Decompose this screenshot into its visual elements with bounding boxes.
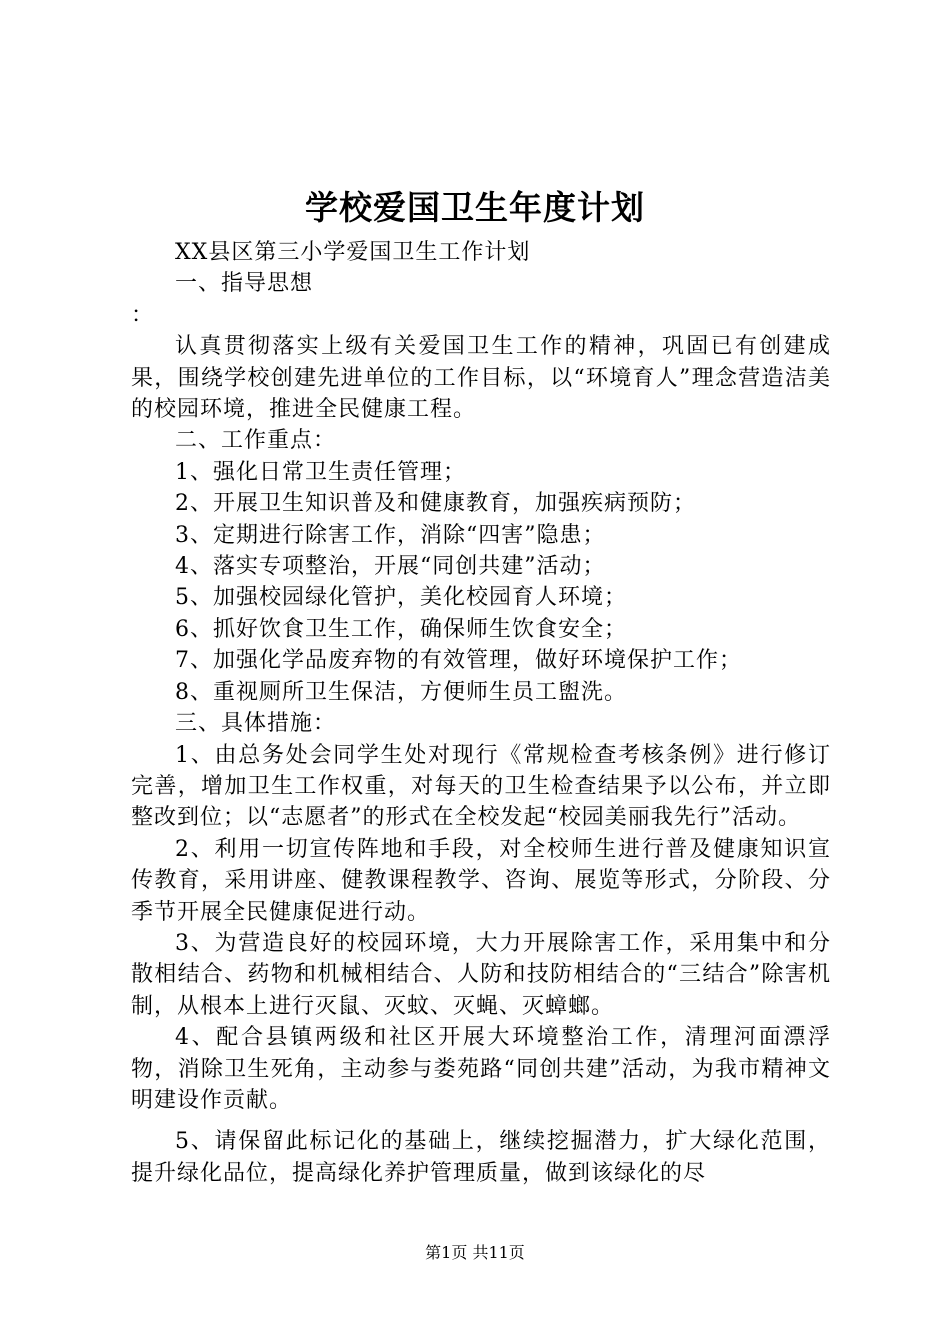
paragraph-measure-1: 1、由总务处会同学生处对现行《常规检查考核条例》进行修订完善，增加卫生工作权重，对每天的卫生检查结果予以公布，并立即整改到位；以“志愿者”的形式在全校发起“校园美丽我先行”活动。: [131, 742, 831, 831]
paragraph-colon: ：: [131, 302, 155, 328]
document-body: [131, 237, 831, 1189]
list-item-focus-2: 2、开展卫生知识普及和健康教育，加强疾病预防；: [175, 491, 696, 517]
list-item-focus-1: 1、强化日常卫生责任管理；: [175, 459, 466, 485]
heading-guiding-ideology: 一、指导思想: [175, 271, 314, 297]
list-item-focus-8: 8、重视厕所卫生保洁，方便师生员工盥洗。: [175, 679, 627, 705]
paragraph-measure-2: 2、利用一切宣传阵地和手段，对全校师生进行普及健康知识宣传教育，采用讲座、健教课程教学、咨询、展览等形式，分阶段、分季节开展全民健康促进行动。: [131, 836, 831, 925]
paragraph-subtitle: XX县区第三小学爱国卫生工作计划: [175, 240, 531, 265]
paragraph-ideology-text: 认真贯彻落实上级有关爱国卫生工作的精神，巩固已有创建成果，围绕学校创建先进单位的工作目标，以“环境育人”理念营造洁美的校园环境，推进全民健康工程。: [131, 334, 831, 423]
document-title: 学校爱国卫生年度计划: [305, 188, 645, 227]
list-item-focus-3: 3、定期进行除害工作，消除“四害”隐患；: [175, 522, 606, 548]
list-item-focus-5: 5、加强校园绿化管护，美化校园育人环境；: [175, 585, 627, 611]
heading-measures: 三、具体措施：: [175, 711, 337, 737]
list-item-focus-6: 6、抓好饮食卫生工作，确保师生饮食安全；: [175, 616, 627, 642]
page-footer: 第1页 共11页: [425, 1243, 525, 1262]
paragraph-measure-3: 3、为营造良好的校园环境，大力开展除害工作，采用集中和分散相结合、药物和机械相结合、人防和技防相结合的“三结合”除害机制，从根本上进行灭鼠、灭蚊、灭蝇、灭蟑螂。: [131, 930, 831, 1019]
paragraph-measure-5: 5、请保留此标记化的基础上，继续挖掘潜力，扩大绿化范围，提升绿化品位，提高绿化养护管理质量，做到该绿化的尽: [131, 1129, 831, 1186]
paragraph-measure-4: 4、配合县镇两级和社区开展大环境整治工作，清理河面漂浮物，消除卫生死角，主动参与娄苑路“同创共建”活动，为我市精神文明建设作贡献。: [131, 1025, 831, 1113]
list-item-focus-4: 4、落实专项整治，开展“同创共建”活动；: [175, 554, 606, 580]
heading-work-focus: 二、工作重点：: [175, 428, 337, 454]
list-item-focus-7: 7、加强化学品废弃物的有效管理，做好环境保护工作；: [175, 648, 742, 674]
